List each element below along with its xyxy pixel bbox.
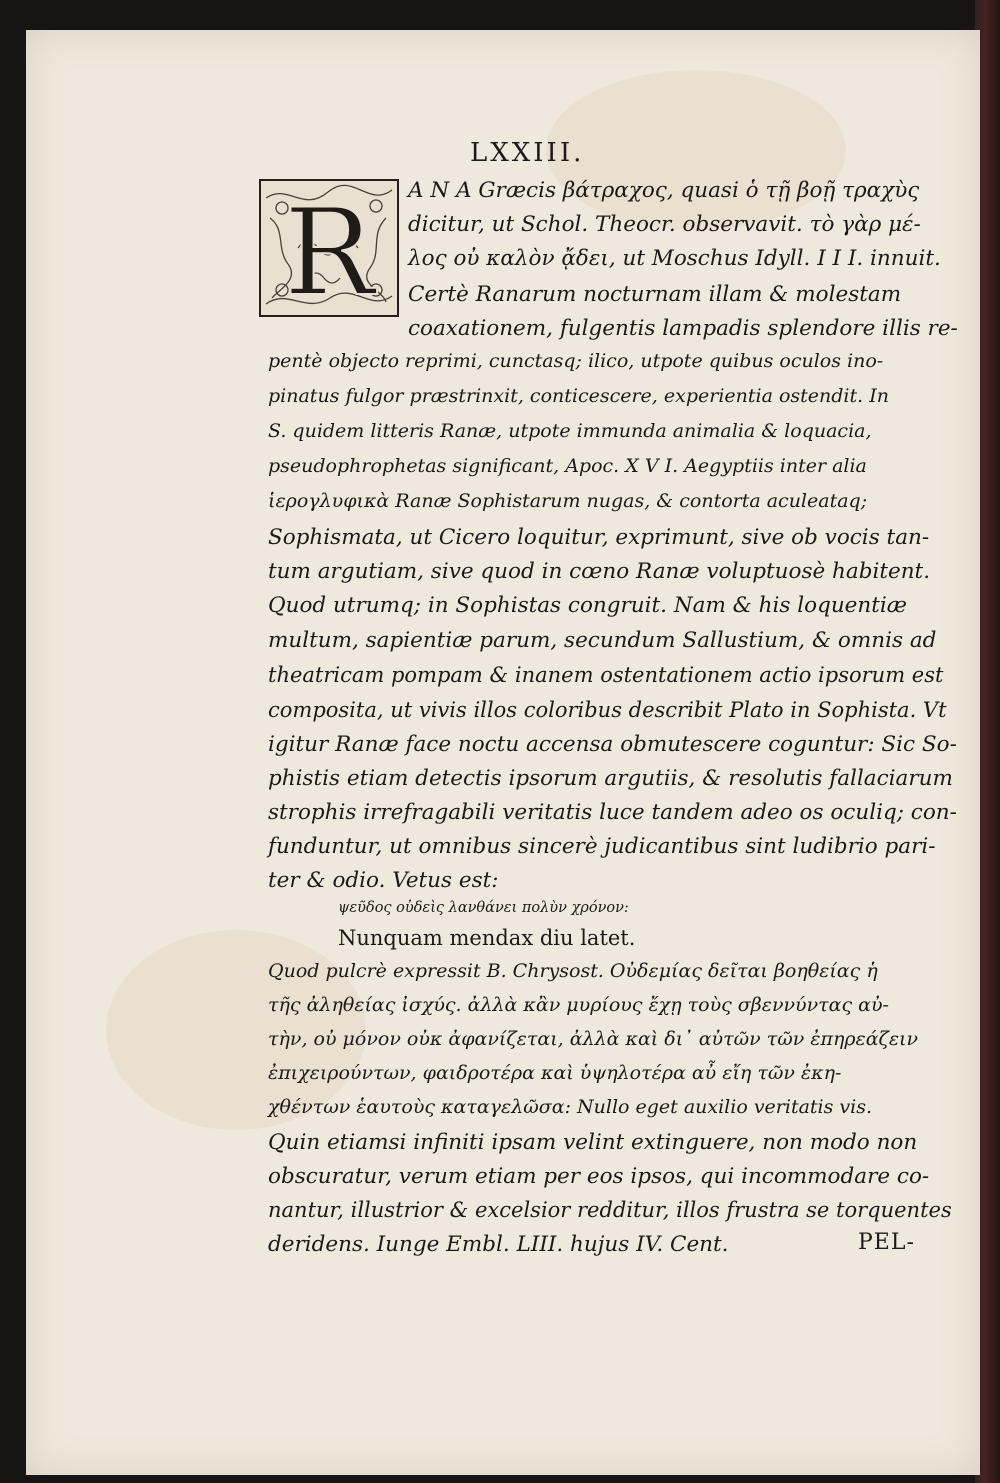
page-header-numeral: LXXIII. xyxy=(470,138,585,168)
text-line: multum, sapientiæ parum, secundum Sallustium, & omnis ad xyxy=(268,628,937,653)
text-line: pentè objecto reprimi, cunctasq; ilico, utpote quibus oculos ino- xyxy=(268,350,884,372)
text-line: theatricam pompam & inanem ostentationem actio ipsorum est xyxy=(268,663,944,687)
text-line: phistis etiam detectis ipsorum argutiis, & resolutis fallaciarum xyxy=(268,766,953,791)
text-line: ἱερογλυφικὰ Ranæ Sophistarum nugas, & contorta aculeataq; xyxy=(268,490,868,512)
text-line: deridens. Iunge Embl. LIII. hujus IV. Cent. xyxy=(268,1232,729,1257)
text-line: composita, ut vivis illos coloribus describit Plato in Sophista. Vt xyxy=(268,698,947,722)
text-line: tum argutiam, sive quod in cœno Ranæ voluptuosè habitent. xyxy=(268,559,931,584)
decorated-initial-r xyxy=(258,178,400,318)
text-line: χθέντων ἑαυτοὺς καταγελῶσα: Nullo eget auxilio veritatis vis. xyxy=(268,1096,873,1118)
greek-proverb: ψεῦδος οὐδεὶς λανθάνει πολὺν χρόνον: xyxy=(338,900,629,916)
text-line: funduntur, ut omnibus sincerè judicantibus sint ludibrio pari- xyxy=(268,834,936,859)
text-line: nantur, illustrior & excelsior redditur, illos frustra se torquentes xyxy=(268,1198,952,1222)
text-line: dicitur, ut Schol. Theocr. observavit. τὸ γὰρ μέ- xyxy=(408,212,921,237)
text-line: Quin etiamsi infiniti ipsam velint extinguere, non modo non xyxy=(268,1130,918,1155)
text-line: igitur Ranæ face noctu accensa obmutescere coguntur: Sic So- xyxy=(268,732,957,757)
catchword: PEL- xyxy=(858,1230,915,1255)
text-line: ἐπιχειρούντων, φαιδροτέρα καὶ ὑψηλοτέρα αὖ εἴη τῶν ἐκη- xyxy=(268,1062,842,1084)
text-line: Certè Ranarum nocturnam illam & molestam xyxy=(408,282,902,307)
text-line: pseudophrophetas significant, Apoc. X V I. Aegyptiis inter alia xyxy=(268,455,867,477)
svg-text:R: R xyxy=(283,184,375,318)
text-line: ter & odio. Vetus est: xyxy=(268,868,499,893)
text-line: λος οὐ καλὸν ᾄδει, ut Moschus Idyll. I I I. innuit. xyxy=(408,246,941,271)
text-line: A N A Græcis βάτραχος, quasi ὁ τῇ βοῇ τραχὺς xyxy=(408,178,920,203)
text-line: S. quidem litteris Ranæ, utpote immunda animalia & loquacia, xyxy=(268,420,872,442)
text-line: τὴν, οὐ μόνον οὐκ ἀφανίζεται, ἀλλὰ καὶ δι᾽ αὐτῶν τῶν ἐπηρεάζειν xyxy=(268,1028,919,1050)
text-line: Quod pulcrè expressit B. Chrysost. Οὐδεμίας δεῖται βοηθείας ἡ xyxy=(268,960,878,982)
text-line: pinatus fulgor præstrinxit, conticescere, experientia ostendit. In xyxy=(268,385,889,407)
text-line: obscuratur, verum etiam per eos ipsos, qui incommodare co- xyxy=(268,1164,930,1189)
text-line: coaxationem, fulgentis lampadis splendore illis re- xyxy=(408,316,958,341)
text-line: Sophismata, ut Cicero loquitur, exprimunt, sive ob vocis tan- xyxy=(268,525,930,550)
text-line: τῆς ἀληθείας ἰσχύς. ἀλλὰ κἂν μυρίους ἔχῃ τοὺς σβεννύντας αὐ- xyxy=(268,994,889,1016)
latin-proverb: Nunquam mendax diu latet. xyxy=(338,926,636,950)
text-line: Quod utrumq; in Sophistas congruit. Nam & his loquentiæ xyxy=(268,593,907,618)
text-line: strophis irrefragabili veritatis luce tandem adeo os oculiq; con- xyxy=(268,800,957,825)
